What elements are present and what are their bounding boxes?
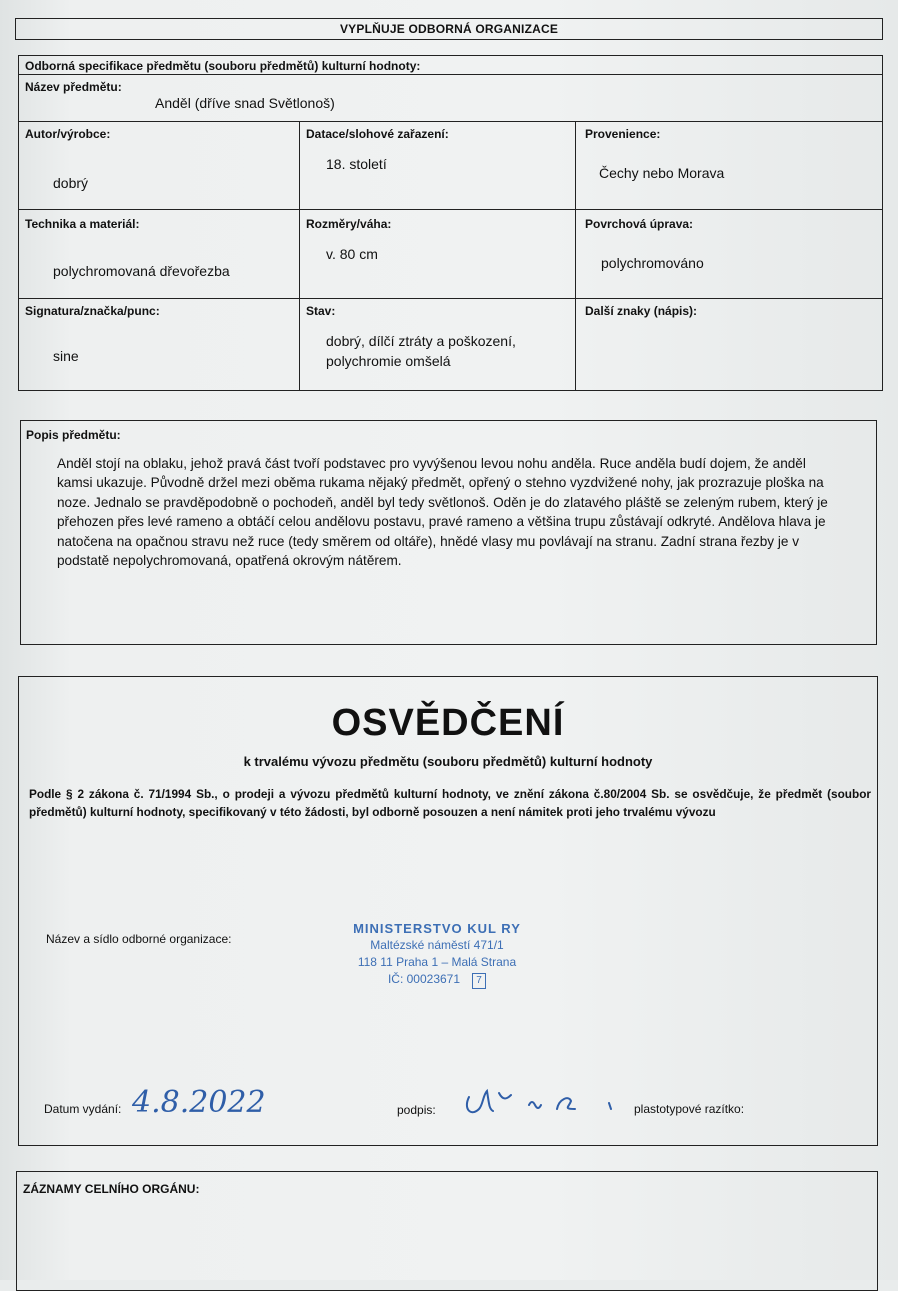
- description-line: kamsi ukazuje. Původně držel mezi oběma rukama nějaký předmět, opřený o stehno vyzdvižené nohy, jak prozrazuje ploška na: [57, 475, 824, 491]
- issue-date-handwritten: 4.8.2022: [132, 1085, 266, 1120]
- date-label: Datum vydání:: [44, 1102, 122, 1116]
- seal-label: plastotypové razítko:: [634, 1102, 745, 1116]
- certificate-title: OSVĚDČENÍ: [331, 702, 565, 744]
- name-label: Název předmětu:: [25, 80, 122, 94]
- stamp-line2: Maltézské náměstí 471/1: [370, 938, 504, 952]
- certificate-subtitle: k trvalému vývozu předmětu (souboru předmětů) kulturní hodnoty: [243, 754, 653, 769]
- divider: [19, 209, 882, 210]
- signature-label: Signatura/značka/punc:: [25, 304, 160, 318]
- header-title: VYPLŇUJE ODBORNÁ ORGANIZACE: [339, 22, 559, 36]
- description-line: přehozen přes levé rameno a obtáčí celou andělovu postavu, pravé rameno a většina trupu zůstávají odkryté. Andělova hlava je: [57, 514, 826, 530]
- provenance-value: Čechy nebo Morava: [599, 165, 725, 181]
- signature-label: podpis:: [397, 1103, 436, 1117]
- header-bar: [15, 18, 883, 40]
- customs-box: [16, 1171, 878, 1291]
- specification-table: [18, 55, 883, 391]
- description-line: natočena na opačnou stravu než ruce (tedy směrem od oltáře), hnědé vlasy mu povlávají na stranu. Zadní strana řezby je v: [57, 533, 800, 549]
- description-line: noze. Jednalo se pravděpodobně o pochodeň, anděl byl tedy světlonoš. Oděn je do zlatavého pláště se zeleným rubem, který je: [57, 494, 828, 510]
- divider: [19, 74, 882, 75]
- certificate-box: [18, 676, 878, 1146]
- dimensions-value: v. 80 cm: [326, 246, 378, 262]
- technique-label: Technika a materiál:: [25, 217, 140, 231]
- surface-label: Povrchová úprava:: [585, 217, 694, 231]
- divider: [19, 121, 882, 122]
- condition-value-line1: dobrý, dílčí ztráty a poškození,: [326, 333, 516, 349]
- stamp-box-number: 7: [472, 973, 486, 989]
- description-box: [20, 420, 877, 645]
- stamp-line4: IČ: 00023671: [387, 972, 461, 986]
- stamp-line3: 118 11 Praha 1 – Malá Strana: [357, 955, 517, 969]
- divider: [19, 298, 882, 299]
- author-value: dobrý: [53, 175, 89, 191]
- signature-value: sine: [53, 348, 79, 364]
- dating-label: Datace/slohové zařazení:: [306, 127, 449, 141]
- spec-heading: Odborná specifikace předmětu (souboru předmětů) kulturní hodnoty:: [25, 59, 421, 73]
- surface-value: polychromováno: [601, 255, 704, 271]
- column-divider: [299, 121, 300, 391]
- dating-value: 18. století: [326, 156, 387, 172]
- author-label: Autor/výrobce:: [25, 127, 111, 141]
- description-line: podstatě nepolychromovaná, opatřená okrovým nátěrem.: [57, 553, 402, 569]
- column-divider: [575, 121, 576, 391]
- description-text: [57, 454, 857, 570]
- ministry-stamp: [337, 920, 537, 989]
- condition-label: Stav:: [306, 304, 336, 318]
- description-label: Popis předmětu:: [26, 428, 121, 442]
- condition-value-line2: polychromie omšelá: [326, 353, 451, 369]
- handwritten-signature: [459, 1079, 639, 1117]
- stamp-line1: MINISTERSTVO KUL RY: [353, 921, 521, 936]
- customs-label: ZÁZNAMY CELNÍHO ORGÁNU:: [23, 1182, 200, 1196]
- description-line: Anděl stojí na oblaku, jehož pravá část tvoří podstavec pro vyvýšenou levou nohu anděla. Ruce anděla budí dojem, že anděl: [57, 456, 806, 471]
- marks-label: Další znaky (nápis):: [585, 304, 698, 318]
- name-value: Anděl (dříve snad Světlonoš): [155, 95, 335, 111]
- technique-value: polychromovaná dřevořezba: [53, 263, 230, 279]
- provenance-label: Provenience:: [585, 127, 661, 141]
- dimensions-label: Rozměry/váha:: [306, 217, 392, 231]
- law-text: Podle § 2 zákona č. 71/1994 Sb., o prodeji a vývozu předmětů kulturní hodnoty, ve znění zákona č.80/2004 Sb. se osvědčuje, že předmět (soubor předmětů) kulturní hodnoty, specifikovaný v této žádosti, byl odborně posouzen a není námitek proti jeho trvalému vývozu: [29, 787, 871, 819]
- org-label: Název a sídlo odborné organizace:: [46, 932, 232, 946]
